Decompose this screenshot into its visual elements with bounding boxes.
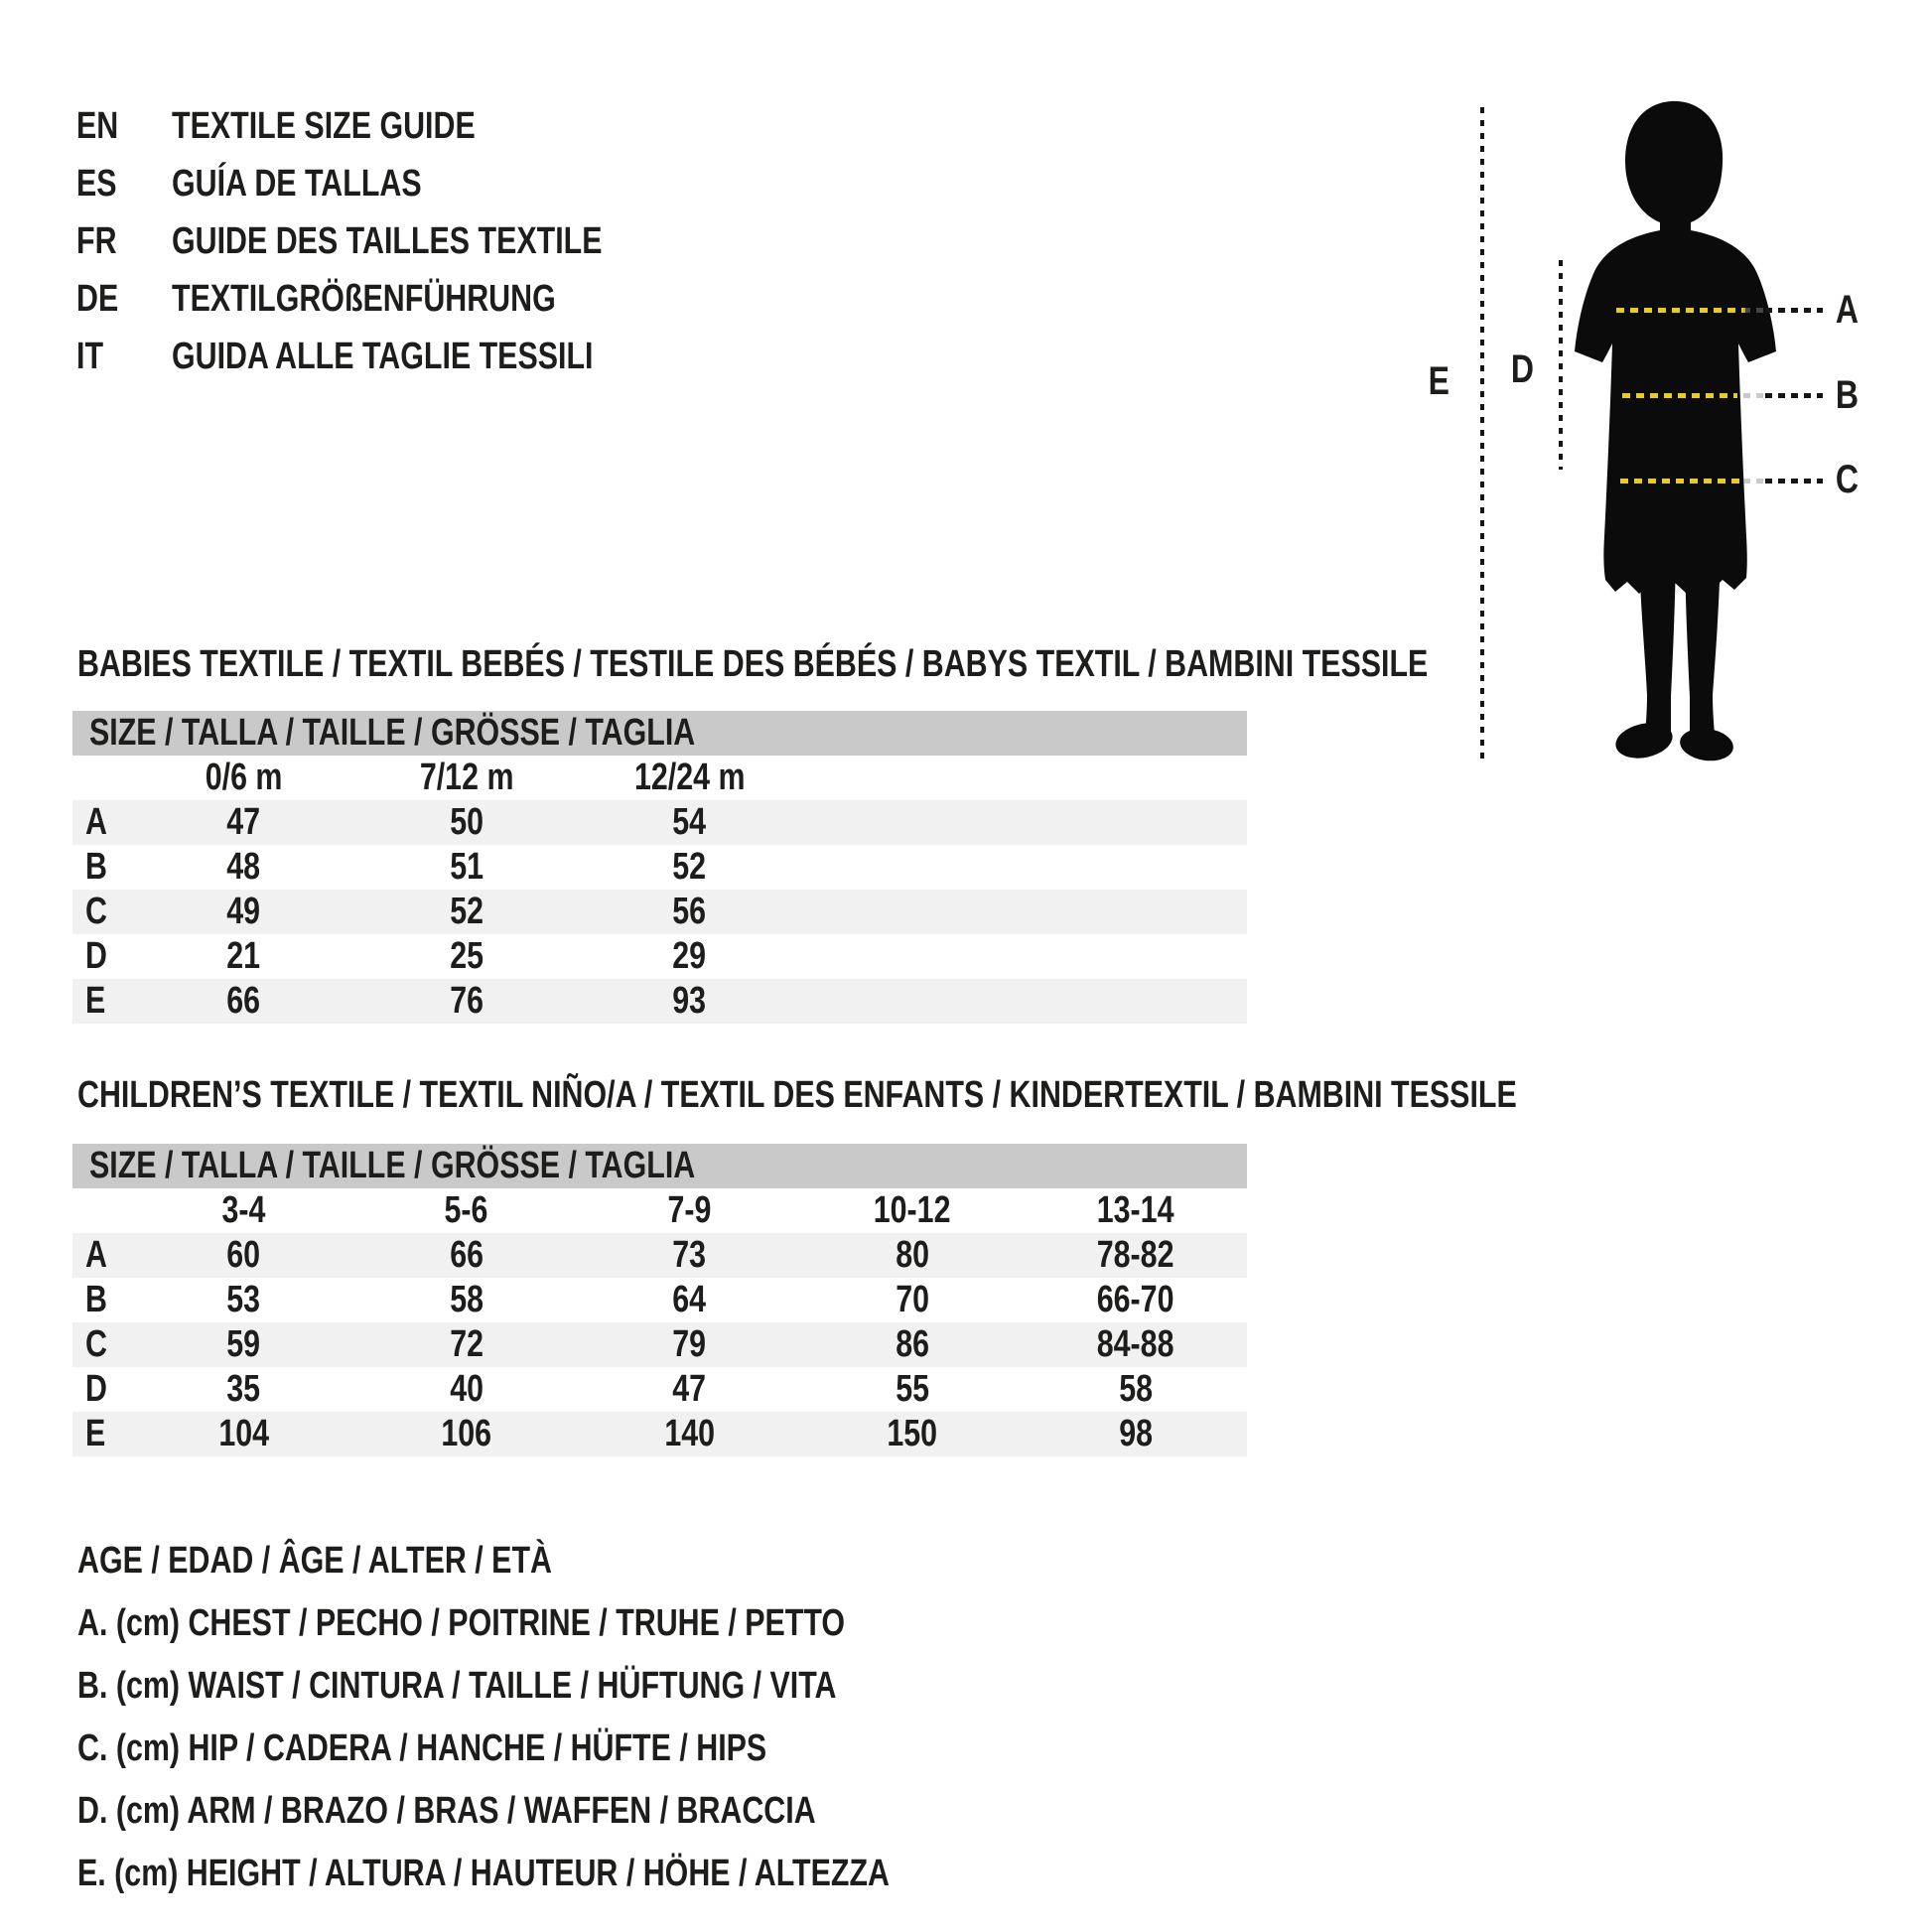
children-column-header-row	[72, 1188, 1247, 1233]
waist-measure-fade-dots	[1743, 393, 1763, 398]
waist-measure-yellow-dots	[1622, 393, 1737, 398]
table-row: C 59 72 79 86 84-88	[72, 1322, 1247, 1367]
marker-label-d: D	[1510, 347, 1535, 391]
language-code: EN	[76, 104, 119, 147]
babies-size-header-bar: SIZE / TALLA / TAILLE / GRÖSSE / TAGLIA	[72, 711, 1247, 756]
table-row: D 21 25 29	[72, 934, 1247, 979]
table-row: A 47 50 54	[72, 800, 1247, 845]
table-row: B 53 58 64 70 66-70	[72, 1278, 1247, 1322]
legend-line-age: AGE / EDAD / ÂGE / ALTER / ETÀ	[77, 1540, 552, 1582]
children-size-header-bar: SIZE / TALLA / TAILLE / GRÖSSE / TAGLIA	[72, 1144, 1247, 1188]
language-row-es	[76, 155, 710, 212]
legend-line-chest: A. (cm) CHEST / PECHO / POITRINE / TRUHE / PETTO	[77, 1602, 846, 1644]
hip-measure-fade-dots	[1743, 479, 1763, 483]
children-section-title: CHILDREN’S TEXTILE / TEXTIL NIÑO/A / TEXTIL DES ENFANTS / KINDERTEXTIL / BAMBINI TESSILE	[77, 1074, 1517, 1116]
children-col-5-6: 5-6	[444, 1189, 488, 1231]
arm-measure-dashed-line	[1559, 260, 1563, 470]
babies-size-table	[72, 711, 1247, 1024]
language-code: IT	[76, 335, 104, 377]
legend-line-hip: C. (cm) HIP / CADERA / HANCHE / HÜFTE / HIPS	[77, 1727, 767, 1769]
table-row: E 66 76 93	[72, 979, 1247, 1024]
language-code: FR	[76, 219, 117, 262]
row-label: A	[85, 801, 107, 843]
children-col-10-12: 10-12	[874, 1189, 951, 1231]
waist-measure-black-dots	[1765, 393, 1823, 398]
guide-title-fr: GUIDE DES TAILLES TEXTILE	[172, 219, 603, 262]
table-row: D 35 40 47 55 58	[72, 1367, 1247, 1412]
hip-measure-black-dots	[1765, 479, 1823, 483]
language-code: ES	[76, 162, 117, 205]
language-row-en	[76, 97, 710, 155]
babies-col-7-12m: 7/12 m	[419, 757, 514, 798]
hip-measure-yellow-dots	[1620, 479, 1744, 483]
children-col-3-4: 3-4	[221, 1189, 266, 1231]
babies-column-header-row	[72, 756, 1247, 800]
table-row: B 48 51 52	[72, 845, 1247, 890]
chest-measure-black-dots	[1765, 308, 1823, 313]
children-size-table	[72, 1144, 1247, 1456]
row-label: D	[85, 935, 107, 977]
table-row: E 104 106 140 150 98	[72, 1412, 1247, 1456]
marker-label-a: A	[1835, 288, 1860, 332]
legend-line-arm: D. (cm) ARM / BRAZO / BRAS / WAFFEN / BRACCIA	[77, 1790, 816, 1832]
language-title-block	[76, 97, 710, 385]
row-label: E	[85, 980, 106, 1022]
guide-title-es: GUÍA DE TALLAS	[172, 162, 422, 205]
children-col-7-9: 7-9	[667, 1189, 712, 1231]
language-row-fr	[76, 212, 710, 270]
marker-label-c: C	[1835, 458, 1860, 501]
language-row-it	[76, 328, 710, 385]
row-label: B	[85, 1279, 107, 1320]
babies-section-title: BABIES TEXTILE / TEXTIL BEBÉS / TESTILE DES BÉBÉS / BABYS TEXTIL / BAMBINI TESSILE	[77, 643, 1429, 685]
guide-title-en: TEXTILE SIZE GUIDE	[172, 104, 476, 147]
legend-line-height: E. (cm) HEIGHT / ALTURA / HAUTEUR / HÖHE / ALTEZZA	[77, 1853, 890, 1894]
language-row-de	[76, 270, 710, 328]
babies-col-0-6m: 0/6 m	[205, 757, 283, 798]
row-label: A	[85, 1234, 107, 1276]
row-label: C	[85, 1323, 107, 1365]
row-label: C	[85, 891, 107, 932]
marker-label-b: B	[1835, 373, 1860, 417]
row-label: D	[85, 1368, 107, 1410]
guide-title-de: TEXTILGRÖßENFÜHRUNG	[172, 277, 556, 320]
language-code: DE	[76, 277, 119, 320]
row-label: E	[85, 1413, 106, 1454]
children-col-13-14: 13-14	[1096, 1189, 1174, 1231]
chest-measure-fade-dots	[1743, 308, 1763, 313]
legend-line-waist: B. (cm) WAIST / CINTURA / TAILLE / HÜFTUNG / VITA	[77, 1665, 837, 1707]
table-row: C 49 52 56	[72, 890, 1247, 934]
measurement-legend	[77, 1530, 1092, 1905]
row-label: B	[85, 846, 107, 888]
table-row: A 60 66 73 80 78-82	[72, 1233, 1247, 1278]
marker-label-e: E	[1428, 359, 1450, 403]
babies-col-12-24m: 12/24 m	[633, 757, 746, 798]
chest-measure-yellow-dots	[1616, 308, 1745, 313]
guide-title-it: GUIDA ALLE TAGLIE TESSILI	[172, 335, 594, 377]
